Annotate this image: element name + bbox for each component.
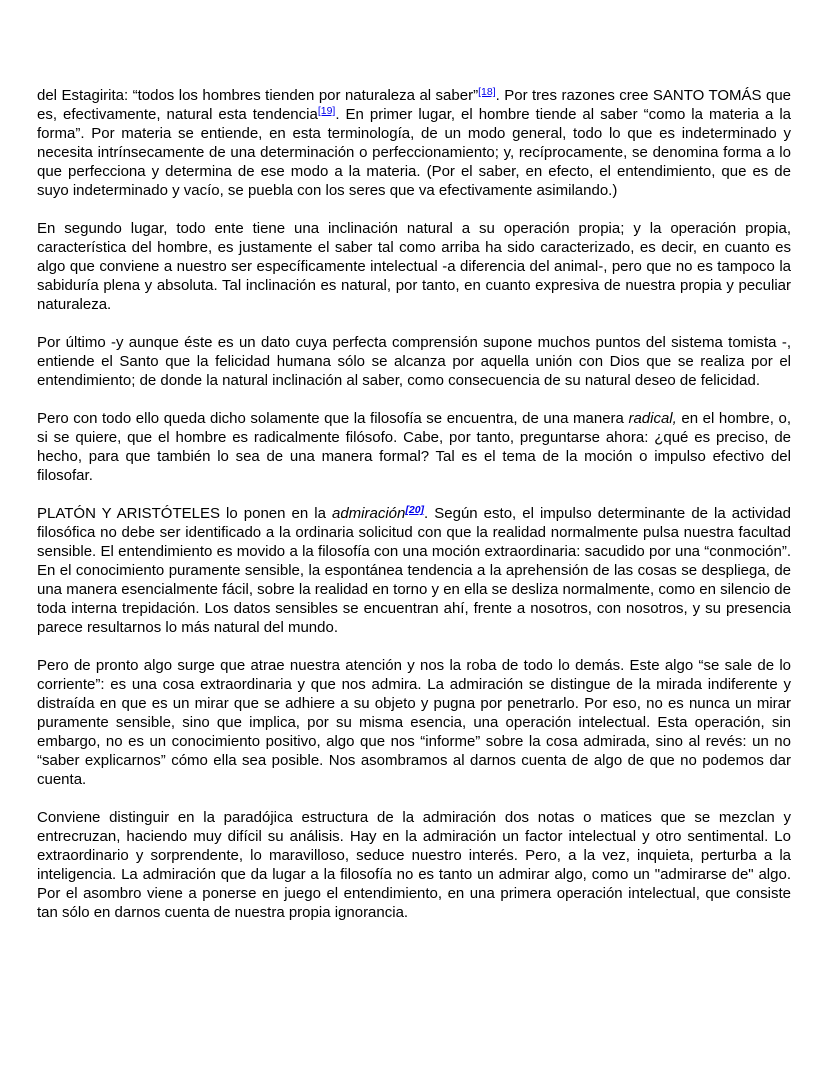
text-run: En segundo lugar, todo ente tiene una inclinación natural a su operación propia; y la operación propia, característica del hombre, es justamente el saber tal como arriba ha sido caracterizado, es decir, en cuanto es algo que conviene a nuestro ser específicamente intelectual -a diferencia del animal-, pero que no es tampoco la sabiduría plena y absoluta. Tal inclinación es natural, por tanto, en cuanto expresiva de nuestra propia y peculiar naturaleza. [37,220,791,313]
footnote-link-18[interactable]: [18] [478,86,496,98]
paragraph-dos-notas [37,808,791,922]
footnote-link-19[interactable]: [19] [317,105,336,117]
paragraph-natural-tendencia [37,86,791,200]
paragraph-filosofia-radical [37,409,791,485]
footnote-link-20[interactable]: [20] [405,504,425,516]
footnote-sup [478,86,496,98]
paragraph-segundo-lugar [37,219,791,314]
paragraph-platon-aristoteles [37,504,791,637]
text-run: . Según esto, el impulso determinante de la actividad filosófica no debe ser identificado a la ordinaria solicitud con que la realidad normalmente pulsa nuestra facultad sensible. El entendimiento es movido a la filosofía con una moción extraordinaria: sacudido por una “conmoción”. En el conocimiento puramente sensible, la espontánea tendencia a la aprehensión de las cosas se despliega, de una manera esencialmente fácil, sobre la realidad en torno y en ella se desliza normalmente, como en silencio de toda interna trepidación. Los datos sensibles se encuentran ahí, frente a nosotros, con nosotros, y su presencia parece resultarnos lo más natural del mundo. [37,505,791,636]
text-run: PLATÓN Y ARISTÓTELES lo ponen en la [37,505,332,522]
paragraph-por-ultimo [37,333,791,390]
text-run: . En primer lugar, el hombre tiende al saber “como la materia a la forma”. Por materia se entiende, en esta terminología, de un modo general, todo lo que es indeterminado y necesita intrínsecamente de una determinación o perfeccionamiento; y, recíprocamente, se denomina forma a lo que perfecciona y determina de ese modo a la materia. (Por el saber, en efecto, el entendimiento, que es de suyo indeterminado y vacío, se puebla con los seres que va efectivamente asimilando.) [37,106,791,199]
text-run: Conviene distinguir en la paradójica estructura de la admiración dos notas o matices que se mezclan y entrecruzan, haciendo muy difícil su análisis. Hay en la admiración un factor intelectual y otro sentimental. Lo extraordinario y sorprendente, lo maravilloso, seduce nuestro interés. Pero, a la vez, inquieta, perturba a la inteligencia. La admiración que da lugar a la filosofía no es tanto un admirar algo, como un "admirarse de" algo. Por el asombro viene a ponerse en juego el entendimiento, en una primera operación intelectual, que consiste tan sólo en darnos cuenta de nuestra propia ignorancia. [37,809,791,921]
text-run: Pero de pronto algo surge que atrae nuestra atención y nos la roba de todo lo demás. Este algo “se sale de lo corriente”: es una cosa extraordinaria y que nos admira. La admiración se distingue de la mirada indiferente y distraída en que es un mirar que se adhiere a su objeto y pugna por penetrarlo. Por eso, no es nunca un mirar puramente sensible, sino que implica, por su misma esencia, una operación intelectual. Esta operación, sin embargo, no es un conocimiento positivo, algo que nos “informe” sobre la cosa admirada, sino al revés: un no “saber explicarnos” cómo ella sea posible. Nos asombramos al darnos cuenta de algo de que no podemos dar cuenta. [37,657,791,788]
italic-run: admiración [331,505,406,522]
text-run: . Por tres razones cree SANTO TOMÁS que es, efectivamente, natural esta tendencia [37,87,792,123]
italic-run: radical, [628,410,677,427]
text-run: del Estagirita: “todos los hombres tienden por naturaleza al saber” [37,87,479,104]
text-run: Por último -y aunque éste es un dato cuya perfecta comprensión supone muchos puntos del sistema tomista -, entiende el Santo que la felicidad humana sólo se alcanza por aquella unión con Dios que se realiza por el entendimiento; de donde la natural inclinación al saber, como consecuencia de su natural deseo de felicidad. [37,334,791,389]
footnote-sup [405,504,424,516]
paragraph-admiracion [37,656,791,789]
text-run: Pero con todo ello queda dicho solamente que la filosofía se encuentra, de una manera [37,410,629,427]
footnote-sup [318,105,336,117]
text-run: en el hombre, o, si se quiere, que el hombre es radicalmente filósofo. Cabe, por tanto, preguntarse ahora: ¿qué es preciso, de hecho, para que también lo sea de una manera formal? Tal es el tema de la moción o impulso efectivo del filosofar. [37,410,791,484]
